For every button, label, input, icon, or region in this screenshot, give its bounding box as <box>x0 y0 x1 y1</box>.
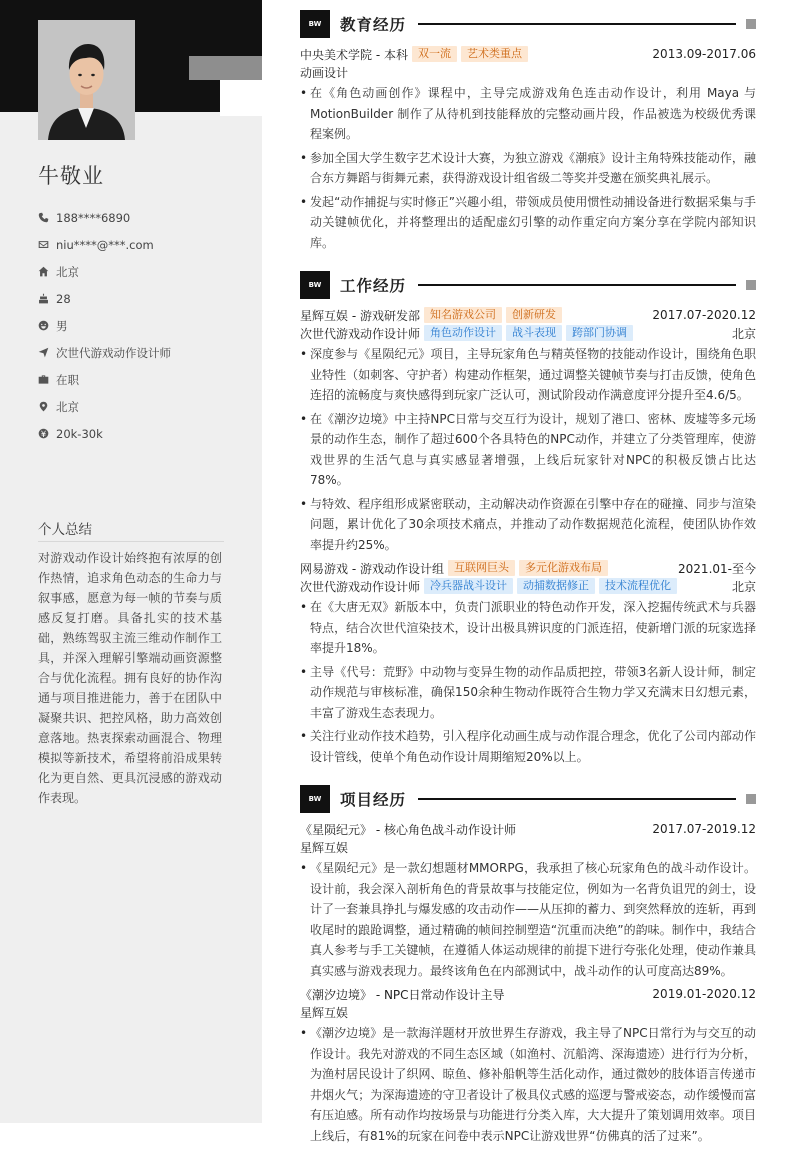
face-icon <box>38 320 56 331</box>
gender-text: 男 <box>56 318 68 333</box>
list-item: • 在《潮汐边境》中主持NPC日常与交互行为设计，规划了港口、密林、废墟等多元场景的动作生态，制作了超过600个各具特色的NPC动作，并建立了分类管理库，使游戏世界的生活气息与真实感显著增强，上线后玩家针对NPC的积极反馈占比达78%。 <box>300 409 756 491</box>
home-city-text: 北京 <box>56 264 79 279</box>
work-entry <box>300 559 756 767</box>
role-tag: 跨部门协调 <box>566 325 633 341</box>
briefcase-icon <box>38 374 56 385</box>
role-name: 次世代游戏动作设计师 <box>300 579 421 594</box>
section-header-work <box>300 271 756 299</box>
section-header-education <box>300 10 756 38</box>
section-badge: BW <box>300 271 330 299</box>
info-status <box>38 366 248 393</box>
info-location <box>38 393 248 420</box>
list-item: • 主导《代号：荒野》中动物与变异生物的动作品质把控，带领3名新人设计师，制定动作规范与审核标准，确保150余种生物动作既符合生物力学又充满末日幻想元素，丰富了游戏生态表现力。 <box>300 662 756 724</box>
project-entry <box>300 985 756 1146</box>
project-bullets <box>300 1023 756 1146</box>
major-name: 动画设计 <box>300 65 349 80</box>
salary-icon <box>38 428 56 439</box>
list-item: • 深度参与《星陨纪元》项目，主导玩家角色与精英怪物的技能动作设计，围绕角色职业特性（如刺客、守护者）构建动作框架，通过调整关键帧节奏与打击反馈，使角色连招的流畅度与爽快感得到玩家广泛认可，测试阶段动作满意度评分提升至4.6/5。 <box>300 344 756 406</box>
company-name: 星辉互娱 - 游戏研发部 <box>300 308 420 323</box>
list-item: • 《星陨纪元》是一款幻想题材MMORPG，我承担了核心玩家角色的战斗动作设计。设计前，我会深入剖析角色的背景故事与技能定位，例如为一名背负诅咒的剑士，设计了一套兼具挣扎与爆发感的攻击动作——从压抑的蓄力、到突然释放的连斩，再到收尾时的踉跄调整，通过精确的帧间控制塑造“沉重而决绝”的韵味。制作中，我结合真人参考与手工关键帧，在遵循人体运动规律的前提下进行夸张化处理，使动作兼具真实感与游戏表现力。最终该角色在内部测试中，战斗动作的认可度高达89%。 <box>300 858 756 981</box>
decor-gray-block <box>189 56 262 80</box>
work-entry <box>300 306 756 555</box>
section-title: 项目经历 <box>340 791 407 809</box>
phone-icon <box>38 212 56 223</box>
candidate-name: 牛敬业 <box>38 164 104 188</box>
section-badge: BW <box>300 785 330 813</box>
cake-icon <box>38 293 56 304</box>
company-tag: 互联网巨头 <box>448 560 515 576</box>
section-header-projects <box>300 785 756 813</box>
project-header-row <box>300 820 756 838</box>
info-gender <box>38 312 248 339</box>
summary-text: 对游戏动作设计始终抱有浓厚的创作热情，追求角色动态的生命力与叙事感，愿意为每一帧的节奏与质感反复打磨。具备扎实的技术基础，熟练驾驭主流三维动作制作工具，并深入理解引擎端动画资源整合与优化流程。拥有良好的协作沟通与项目推进能力，善于在团队中凝聚共识、把控风格，助力高效创意落地。热衷探索动画混合、物理模拟等新技术，希望将前沿成果转化为更自然、更具沉浸感的游戏动作表现。 <box>38 551 222 805</box>
info-salary <box>38 420 248 447</box>
home-icon <box>38 266 56 277</box>
work-company-row <box>300 559 756 577</box>
education-bullets <box>300 83 756 253</box>
info-phone <box>38 204 248 231</box>
section-divider <box>418 284 736 286</box>
project-date: 2017.07-2019.12 <box>652 822 756 836</box>
work-date: 2017.07-2020.12 <box>652 308 756 322</box>
education-entry <box>300 45 756 253</box>
work-role-row <box>300 324 756 342</box>
work-bullets <box>300 597 756 767</box>
role-tag: 角色动作设计 <box>424 325 502 341</box>
section-divider <box>418 23 736 25</box>
project-company-row <box>300 1003 756 1021</box>
profile-photo <box>38 20 135 140</box>
info-home <box>38 258 248 285</box>
status-text: 在职 <box>56 372 79 387</box>
company-tag: 知名游戏公司 <box>424 307 502 323</box>
education-header-row <box>300 45 756 63</box>
section-square-icon <box>746 19 756 29</box>
role-tag: 冷兵器战斗设计 <box>424 578 513 594</box>
work-bullets <box>300 344 756 555</box>
company-name: 网易游戏 - 游戏动作设计组 <box>300 561 444 576</box>
project-name: 《潮汐边境》 - NPC日常动作设计主导 <box>300 987 505 1002</box>
school-tag: 艺术类重点 <box>461 46 528 62</box>
list-item: • 关注行业动作技术趋势，引入程序化动画生成与动作混合理念，优化了公司内部动作设计管线，使单个角色动作设计周期缩短20%以上。 <box>300 726 756 767</box>
phone-text: 188****6890 <box>56 210 131 225</box>
list-item: • 在《大唐无双》新版本中，负责门派职业的特色动作开发，深入挖掘传统武术与兵器特点，结合次世代渲染技术，设计出极具辨识度的门派连招，使新增门派的玩家选择率提升18%。 <box>300 597 756 659</box>
info-age <box>38 285 248 312</box>
salary-text: 20k-30k <box>56 426 103 441</box>
work-role-row <box>300 577 756 595</box>
summary-heading: 个人总结 <box>38 518 224 542</box>
school-name: 中央美术学院 - 本科 <box>300 47 408 62</box>
info-target-position <box>38 339 248 366</box>
project-date: 2019.01-2020.12 <box>652 987 756 1001</box>
role-name: 次世代游戏动作设计师 <box>300 326 421 341</box>
role-tag: 技术流程优化 <box>599 578 677 594</box>
decor-white-block <box>220 80 262 116</box>
sidebar <box>0 0 262 1123</box>
education-date: 2013.09-2017.06 <box>652 47 756 61</box>
age-text: 28 <box>56 291 71 306</box>
company-tag: 多元化游戏布局 <box>519 560 608 576</box>
person-portrait-icon <box>38 20 135 140</box>
school-tag: 双一流 <box>412 46 457 62</box>
list-item: • 与特效、程序组形成紧密联动，主动解决动作资源在引擎中存在的碰撞、同步与渲染问题，累计优化了30余项技术痛点，并推动了动作数据规范化流程，使团队协作效率提升约25%。 <box>300 494 756 556</box>
role-tag: 战斗表现 <box>506 325 562 341</box>
location-text: 北京 <box>56 399 79 414</box>
list-item: • 《潮汐边境》是一款海洋题材开放世界生存游戏，我主导了NPC日常行为与交互的动作设计。我先对游戏的不同生态区域（如渔村、沉船湾、深海遗迹）进行行为分析，为渔村居民设计了织网、晾鱼、修补船帆等生活化动作，通过微妙的肢体语言传递市井烟火气；为深海遗迹的守卫者设计了极具仪式感的巡逻与警戒姿态，动作缓慢而富有压迫感。所有动作均按场景与功能进行分类入库，大大提升了策划调用效率。项目上线后，有81%的玩家在问卷中表示NPC让游戏世界“仿佛真的活了过来”。 <box>300 1023 756 1146</box>
section-badge: BW <box>300 10 330 38</box>
project-name: 《星陨纪元》 - 核心角色战斗动作设计师 <box>300 822 516 837</box>
section-divider <box>418 798 736 800</box>
project-company-row <box>300 838 756 856</box>
work-city: 北京 <box>731 326 756 341</box>
target-position-text: 次世代游戏动作设计师 <box>56 345 171 360</box>
info-email <box>38 231 248 258</box>
company-tag: 创新研发 <box>506 307 562 323</box>
list-item: • 参加全国大学生数字艺术设计大赛，为独立游戏《潮痕》设计主角特殊技能动作，融合东方舞蹈与街舞元素，获得游戏设计组省级二等奖并受邀在颁奖典礼展示。 <box>300 148 756 189</box>
send-icon <box>38 347 56 358</box>
project-header-row <box>300 985 756 1003</box>
education-major-row <box>300 63 756 81</box>
email-text: niu****@***.com <box>56 237 154 252</box>
project-entry <box>300 820 756 981</box>
work-city: 北京 <box>731 579 756 594</box>
list-item: • 在《角色动画创作》课程中，主导完成游戏角色连击动作设计，利用 Maya 与 MotionBuilder 制作了从待机到技能释放的完整动画片段，作品被选为校级优秀课程案例。 <box>300 83 756 145</box>
role-tag: 动捕数据修正 <box>517 578 595 594</box>
section-title: 工作经历 <box>340 277 407 295</box>
section-square-icon <box>746 280 756 290</box>
contact-info-list <box>38 204 248 447</box>
email-icon <box>38 239 56 250</box>
section-title: 教育经历 <box>340 16 407 34</box>
list-item: • 发起“动作捕捉与实时修正”兴趣小组，带领成员使用惯性动捕设备进行数据采集与手动关键帧优化，并将整理出的适配虚幻引擎的动作重定向方案分享在学院内部知识库。 <box>300 192 756 254</box>
work-date: 2021.01-至今 <box>678 561 756 576</box>
project-bullets <box>300 858 756 981</box>
location-icon <box>38 401 56 412</box>
project-company: 星辉互娱 <box>300 840 349 855</box>
project-company: 星辉互娱 <box>300 1005 349 1020</box>
section-square-icon <box>746 794 756 804</box>
main-content <box>300 10 756 1150</box>
work-company-row <box>300 306 756 324</box>
